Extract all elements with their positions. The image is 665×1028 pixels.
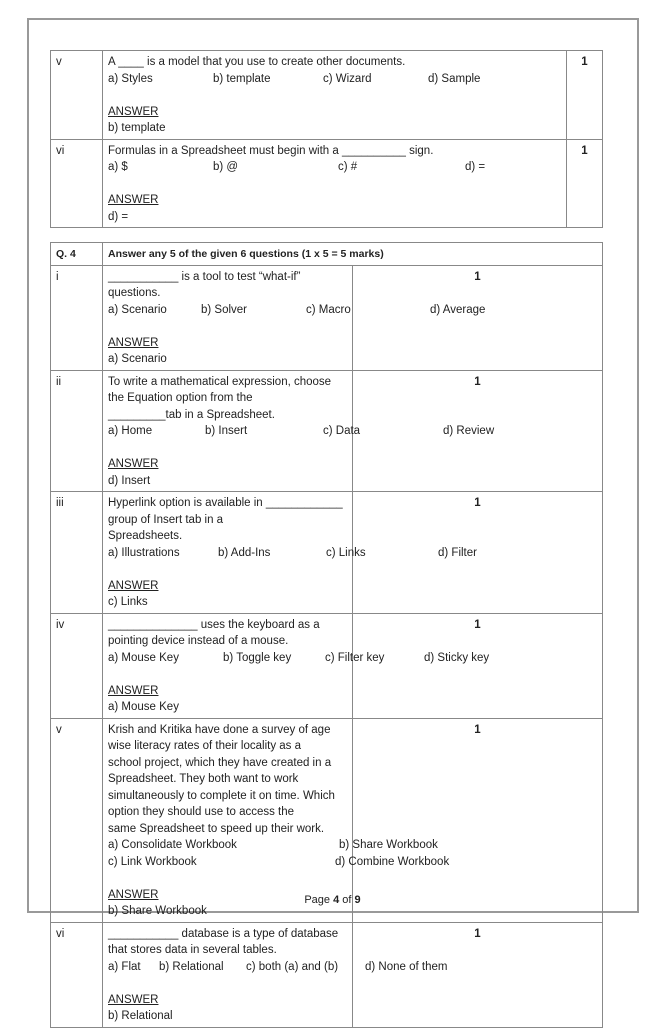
question-text-line: Krish and Kritika have done a survey of age wise literacy rates of their locality as a — [108, 723, 331, 752]
answer-text: d) = — [108, 210, 129, 223]
question-cell — [103, 922, 448, 1027]
answer-text: a) Mouse Key — [108, 701, 179, 713]
option-c: c) Macro — [306, 303, 351, 316]
answer-label: ANSWER — [108, 684, 159, 697]
options-row — [108, 159, 561, 176]
option-c: c) Link Workbook — [108, 855, 197, 868]
question-cell — [103, 613, 490, 718]
option-b: b) Relational — [159, 960, 224, 973]
options-row — [108, 71, 561, 88]
marks: 1 — [353, 922, 603, 1027]
page-total: 9 — [354, 894, 361, 906]
answer-label: ANSWER — [108, 888, 159, 901]
question-number: i — [51, 265, 103, 370]
table-row — [51, 51, 603, 140]
question-number: vi — [51, 922, 103, 1027]
question-number: ii — [51, 370, 103, 492]
question-group-number: Q. 4 — [51, 243, 103, 266]
option-a: a) Home — [108, 425, 153, 437]
page-word: Page — [304, 894, 331, 906]
answer-text: b) template — [108, 122, 166, 134]
question-number: iv — [51, 613, 103, 718]
question-text: Formulas in a Spreadsheet must begin with a __________ sign. — [108, 144, 434, 157]
option-a: a) Scenario — [108, 303, 167, 316]
table-row — [51, 718, 603, 922]
table-row — [51, 370, 603, 492]
table-row — [51, 613, 603, 718]
table-row — [51, 139, 603, 228]
option-b: b) Insert — [205, 425, 248, 437]
answer-text: d) Insert — [108, 474, 151, 487]
option-c: c) Links — [326, 546, 366, 559]
options-row — [108, 854, 450, 871]
answer-label: ANSWER — [108, 458, 159, 470]
option-a: a) Illustrations — [108, 546, 180, 559]
option-b: b) Share Workbook — [339, 839, 438, 851]
marks: 1 — [567, 51, 603, 140]
option-d: d) Review — [443, 425, 495, 437]
marks: 1 — [567, 139, 603, 228]
marks: 1 — [353, 370, 603, 492]
question-table-q4 — [50, 242, 603, 1028]
table-row — [51, 265, 603, 370]
question-text: ______________ uses the keyboard as a pointing device instead of a mouse. — [108, 618, 320, 647]
answer-text: b) Share Workbook — [108, 905, 207, 917]
options-row — [108, 423, 495, 440]
option-c: c) Wizard — [323, 72, 372, 85]
answer-text: b) Relational — [108, 1010, 173, 1022]
options-row — [108, 545, 477, 562]
question-instruction: Answer any 5 of the given 6 questions (1 x 5 = 5 marks) — [103, 243, 603, 266]
marks: 1 — [353, 718, 603, 922]
question-text-line: Hyperlink option is available in ____________ group of Insert tab in a — [108, 497, 343, 526]
option-a: a) Flat — [108, 960, 141, 973]
question-cell — [103, 139, 567, 228]
question-cell — [103, 718, 450, 922]
page-current: 4 — [333, 894, 340, 906]
question-cell — [103, 51, 567, 140]
answer-label: ANSWER — [108, 336, 159, 349]
option-b: b) Solver — [201, 303, 248, 316]
page-footer — [0, 894, 665, 906]
option-c: c) # — [338, 161, 358, 173]
option-a: a) $ — [108, 161, 128, 173]
options-row — [108, 650, 490, 667]
option-d: d) Filter — [438, 546, 477, 559]
option-d: d) Combine Workbook — [335, 855, 450, 868]
question-cell — [103, 265, 486, 370]
of-word: of — [342, 894, 352, 906]
question-text-line: Spreadsheets. — [108, 530, 183, 542]
question-cell — [103, 492, 477, 614]
question-text-line: _________tab in a Spreadsheet. — [108, 408, 275, 421]
table-row — [51, 922, 603, 1027]
options-row — [108, 302, 486, 319]
option-d: d) Average — [430, 303, 486, 316]
question-cell — [103, 370, 495, 492]
marks: 1 — [353, 265, 603, 370]
question-text-line: simultaneously to complete it on time. Which option they should use to access the — [108, 789, 335, 818]
marks: 1 — [353, 492, 603, 614]
question-number: v — [51, 51, 103, 140]
question-text-line: school project, which they have created in a Spreadsheet. They both want to work — [108, 756, 332, 785]
question-table-q3-continued — [50, 50, 603, 228]
option-a: a) Consolidate Workbook — [108, 839, 237, 851]
question-text: ___________ database is a type of database that stores data in several tables. — [108, 927, 339, 956]
option-c: c) both (a) and (b) — [246, 960, 339, 973]
option-b: b) Add-Ins — [218, 546, 271, 559]
answer-label: ANSWER — [108, 194, 159, 206]
table-header-row — [51, 243, 603, 266]
option-a: a) Mouse Key — [108, 651, 179, 664]
question-number: v — [51, 718, 103, 922]
options-row — [108, 837, 438, 854]
answer-text: a) Scenario — [108, 353, 167, 365]
option-c: c) Filter key — [325, 651, 385, 664]
option-b: b) @ — [213, 161, 239, 173]
option-d: d) None of them — [365, 960, 448, 973]
option-d: d) Sample — [428, 72, 481, 85]
answer-label: ANSWER — [108, 579, 159, 592]
option-c: c) Data — [323, 425, 361, 437]
option-d: d) Sticky key — [424, 651, 490, 664]
question-number: iii — [51, 492, 103, 614]
question-text-line: same Spreadsheet to speed up their work. — [108, 822, 325, 835]
question-number: vi — [51, 139, 103, 228]
marks: 1 — [353, 613, 603, 718]
option-a: a) Styles — [108, 72, 153, 85]
question-text-line: To write a mathematical expression, choose the Equation option from the — [108, 375, 332, 404]
question-text: A ____ is a model that you use to create other documents. — [108, 56, 406, 68]
table-row — [51, 492, 603, 614]
option-b: b) Toggle key — [223, 651, 292, 664]
options-row — [108, 959, 448, 976]
answer-label: ANSWER — [108, 105, 159, 118]
option-b: b) template — [213, 72, 271, 85]
answer-label: ANSWER — [108, 993, 159, 1006]
option-d: d) = — [465, 161, 486, 173]
question-text: ___________ is a tool to test “what-if” questions. — [108, 270, 301, 299]
answer-text: c) Links — [108, 596, 148, 608]
